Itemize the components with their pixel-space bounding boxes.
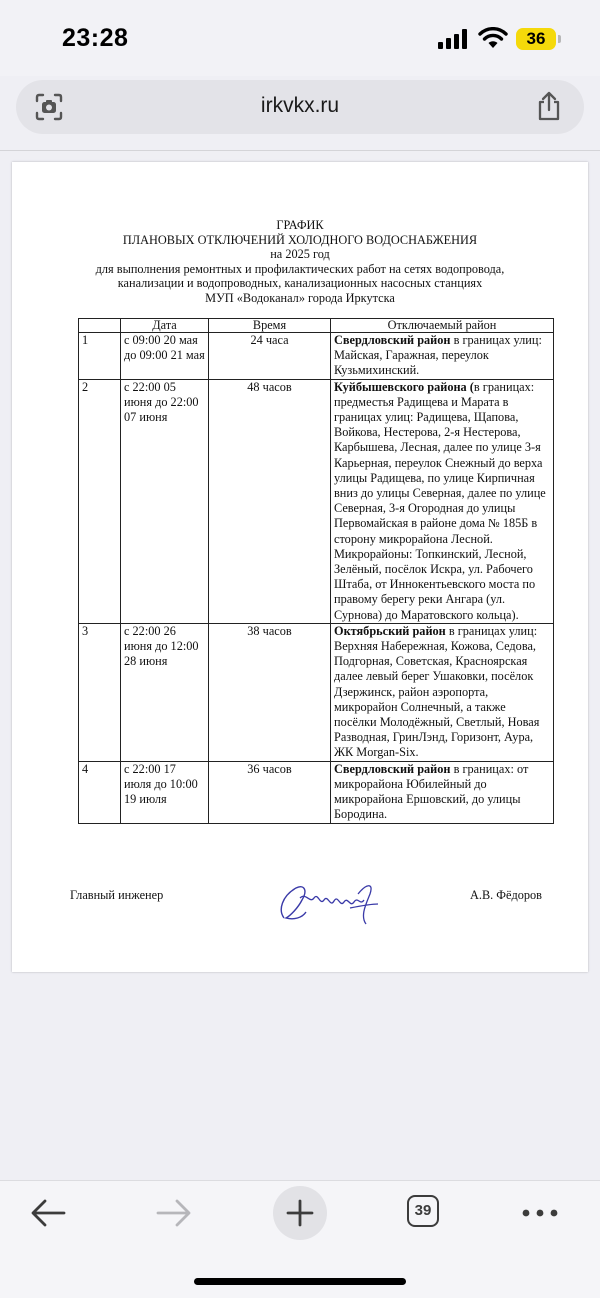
header-number (79, 319, 121, 333)
tabs-button[interactable] (407, 1195, 439, 1227)
region-name: Куйбышевского района ( (334, 379, 474, 394)
row-area (331, 761, 554, 823)
schedule-table (78, 318, 554, 824)
region-name: Октябрьский район (334, 623, 446, 638)
table-row (79, 761, 554, 823)
heading-line: ГРАФИК (276, 218, 324, 232)
row-duration: 36 часов (209, 761, 331, 823)
region-details: в границах: предместья Радищева и Марата в границах улиц: Радищева, Щапова, Войкова, Нестерова, 2-я Нестерова, Карбышева, Лесная, далее по улице 3-я Карьерная, переулок Снежный до верха улицы Радищева, по улице Кирпичная вниз до улицы Северная, далее по улице Северная, 3-я Огородная до улицы Первомайская в районе дома № 185Б в сторону микрорайона Лесной. Микрорайоны: Топкинский, Лесной, Зелёный, посёлок Искра, ул. Рабочего Штаба, от Иннокентьевского моста по правому берегу реки Ангара (ул. Сурнова) до Маратовского кольца). (334, 379, 546, 622)
signatory-title: Главный инженер (70, 888, 164, 902)
row-area (331, 379, 554, 623)
row-date: с 22:00 17 июля до 10:00 19 июля (121, 761, 209, 823)
heading-line: для выполнения ремонтных и профилактических работ на сетях водопровода, (95, 261, 505, 276)
region-details: в границах улиц: Верхняя Набережная, Кожова, Седова, Подгорная, Советская, Красноярская далее левый берег Ушаковки, посёлок Дзержинск, район аэропорта, микрорайон Солнечный, а также посёлки Молодёжный, Светлый, Новая Разводная, ГринЛэнд, Горизонт, Аура, ЖК Morgan-Six. (334, 623, 540, 760)
battery-level: 36 (516, 28, 556, 50)
row-area (331, 623, 554, 761)
row-date: с 09:00 20 мая до 09:00 21 мая (121, 333, 209, 380)
cellular-signal-icon (438, 29, 470, 49)
row-duration: 48 часов (209, 379, 331, 623)
url-text[interactable]: irkvkx.ru (260, 94, 340, 117)
more-options-icon[interactable] (520, 1191, 560, 1235)
row-number: 3 (79, 623, 121, 761)
header-time: Время (209, 319, 331, 333)
row-duration: 38 часов (209, 623, 331, 761)
address-bar[interactable] (16, 80, 584, 134)
region-details: в границах улиц: Майская, Гаражная, переулок Кузьмихинский. (334, 333, 542, 378)
table-row (79, 333, 554, 380)
document-page (12, 162, 588, 972)
row-number: 2 (79, 379, 121, 623)
document-heading (12, 218, 588, 305)
row-duration: 24 часа (209, 333, 331, 380)
region-name: Свердловский район (334, 761, 451, 776)
table-row (79, 379, 554, 623)
clock: 23:28 (62, 24, 129, 52)
region-details: в границах: от микрорайона Юбилейный до микрорайона Ершовский, до улицы Бородина. (334, 761, 529, 822)
row-date: с 22:00 05 июня до 22:00 07 июня (121, 379, 209, 623)
header-area: Отключаемый район (331, 319, 554, 333)
heading-line: на 2025 год (270, 247, 330, 261)
region-name: Свердловский район (334, 333, 451, 347)
heading-line: МУП «Водоканал» города Иркутска (205, 290, 395, 305)
home-indicator (194, 1278, 406, 1285)
back-arrow-icon[interactable] (28, 1191, 70, 1235)
table-row (79, 623, 554, 761)
table-header-row (79, 319, 554, 333)
forward-arrow-icon[interactable] (152, 1191, 194, 1235)
battery-tip (558, 35, 561, 43)
heading-line: ПЛАНОВЫХ ОТКЛЮЧЕНИЙ ХОЛОДНОГО ВОДОСНАБЖЕНИЯ (122, 232, 478, 247)
new-tab-plus-icon[interactable] (272, 1185, 328, 1241)
wifi-icon (478, 27, 508, 49)
share-icon[interactable] (534, 90, 564, 122)
header-date: Дата (121, 319, 209, 333)
row-number: 4 (79, 761, 121, 823)
tab-count: 39 (414, 1202, 432, 1219)
status-bar (0, 0, 600, 76)
row-area (331, 333, 554, 380)
row-number: 1 (79, 333, 121, 380)
heading-line: канализации и водопроводных, канализационных насосных станциях (117, 276, 483, 290)
handwritten-signature (274, 874, 384, 930)
row-date: с 22:00 26 июня до 12:00 28 июня (121, 623, 209, 761)
signatory-name: А.В. Фёдоров (470, 888, 542, 902)
